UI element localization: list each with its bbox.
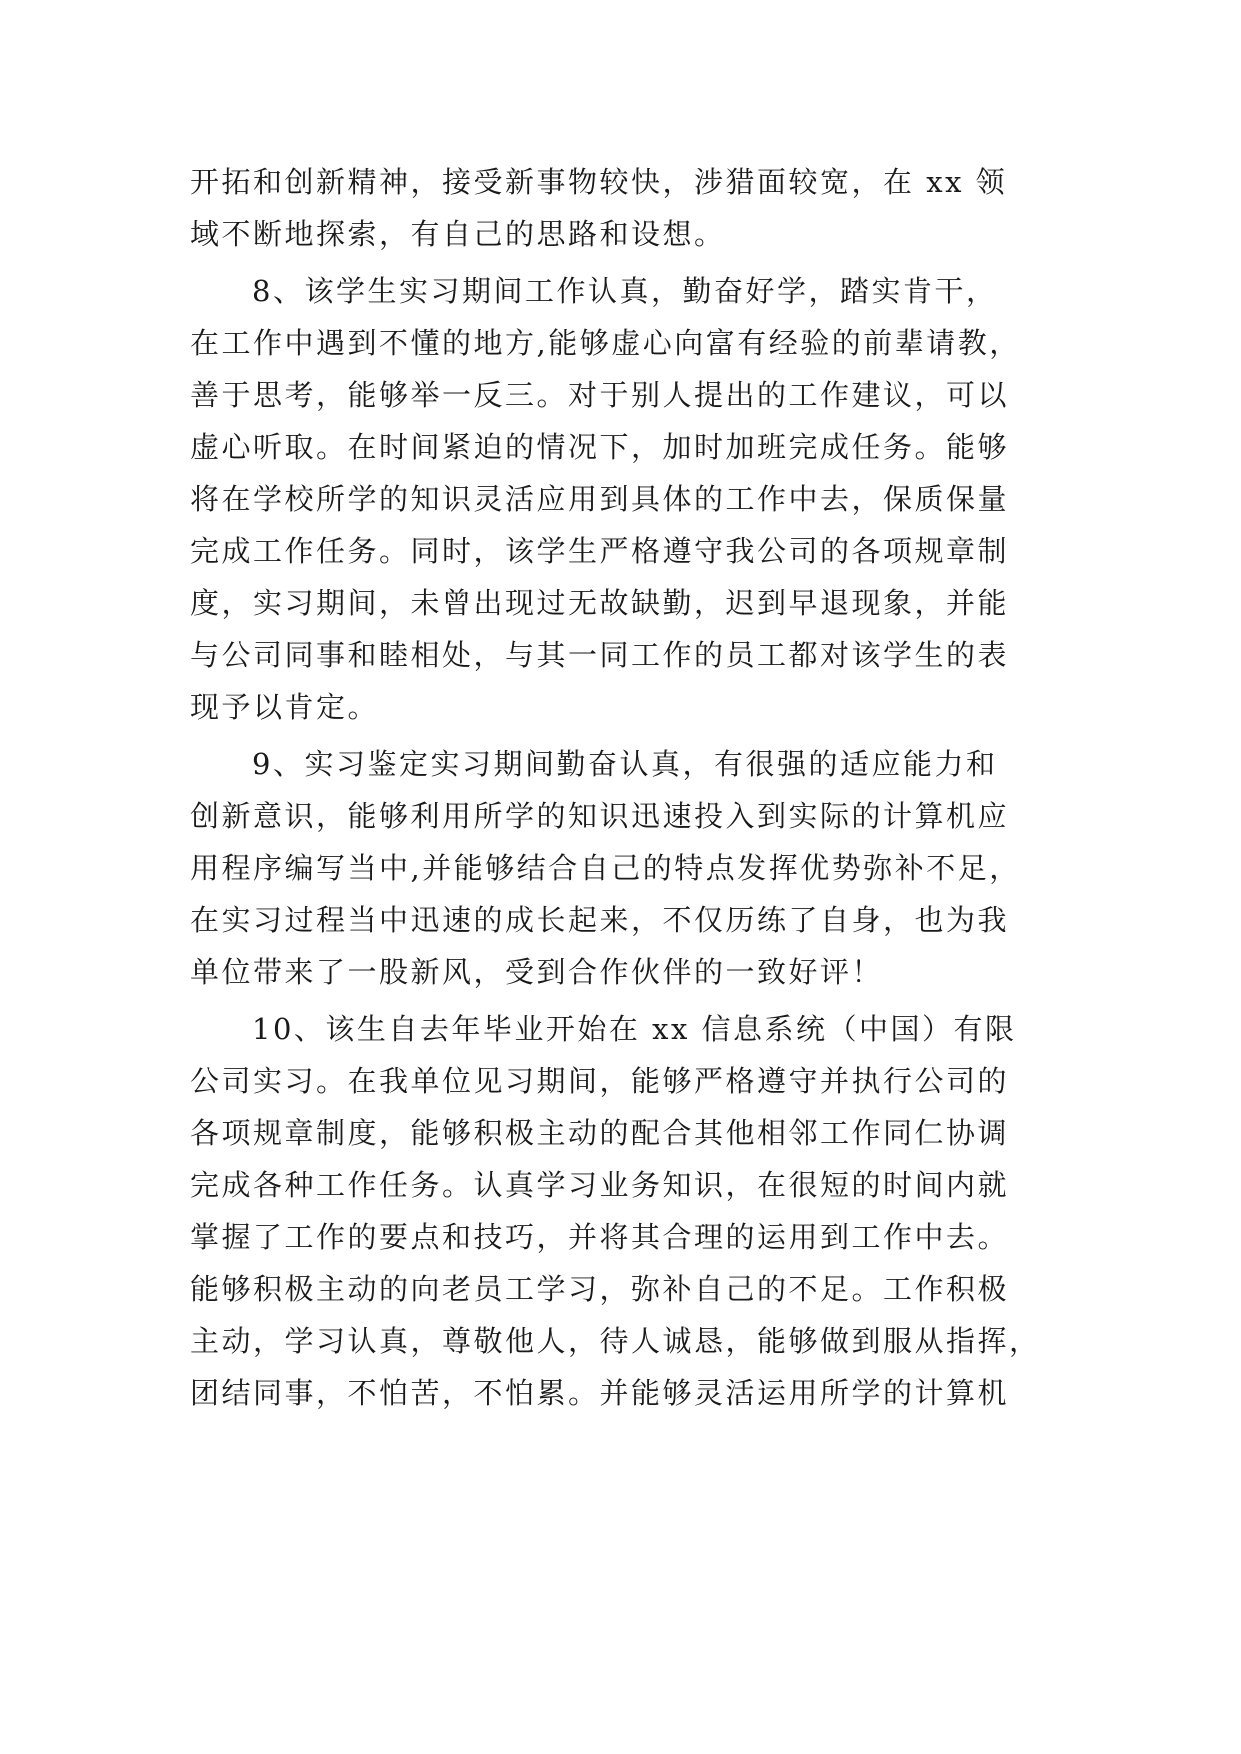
text-line: 完成各种工作任务。认真学习业务知识，在很短的时间内就 — [190, 1168, 1010, 1202]
text-line: 公司实习。在我单位见习期间，能够严格遵守并执行公司的 — [190, 1064, 1010, 1098]
text-line: 10、该生自去年毕业开始在 xx 信息系统（中国）有限 — [252, 1012, 1017, 1046]
text-line: 各项规章制度，能够积极主动的配合其他相邻工作同仁协调 — [190, 1116, 1010, 1150]
text-line: 用程序编写当中,并能够结合自己的特点发挥优势弥补不足， — [190, 851, 1021, 885]
paragraph-10 — [190, 1003, 1050, 1419]
paragraph-9 — [190, 738, 1050, 998]
text-line: 创新意识，能够利用所学的知识迅速投入到实际的计算机应 — [190, 799, 1010, 833]
text-line: 开拓和创新精神，接受新事物较快，涉猎面较宽，在 xx 领 — [190, 165, 1008, 199]
text-line: 团结同事，不怕苦，不怕累。并能够灵活运用所学的计算机 — [190, 1376, 1010, 1410]
text-line: 现予以肯定。 — [190, 690, 380, 724]
text-line: 与公司同事和睦相处，与其一同工作的员工都对该学生的表 — [190, 638, 1010, 672]
text-line: 8、该学生实习期间工作认真，勤奋好学，踏实肯干， — [252, 274, 998, 308]
paragraph-8 — [190, 265, 1050, 733]
text-line: 在工作中遇到不懂的地方,能够虚心向富有经验的前辈请教， — [190, 326, 1021, 360]
text-line: 掌握了工作的要点和技巧，并将其合理的运用到工作中去。 — [190, 1220, 1010, 1254]
paragraph-1 — [190, 156, 1050, 260]
text-line: 能够积极主动的向老员工学习，弥补自己的不足。工作积极 — [190, 1272, 1010, 1306]
text-line: 完成工作任务。同时，该学生严格遵守我公司的各项规章制 — [190, 534, 1010, 568]
text-line: 主动，学习认真，尊敬他人，待人诚恳，能够做到服从指挥， — [190, 1324, 1041, 1358]
text-line: 域不断地探索，有自己的思路和设想。 — [190, 217, 726, 251]
text-line: 度，实习期间，未曾出现过无故缺勤，迟到早退现象，并能 — [190, 586, 1010, 620]
text-line: 在实习过程当中迅速的成长起来，不仅历练了自身，也为我 — [190, 903, 1010, 937]
text-line: 9、实习鉴定实习期间勤奋认真，有很强的适应能力和 — [252, 747, 998, 781]
text-line: 将在学校所学的知识灵活应用到具体的工作中去，保质保量 — [190, 482, 1010, 516]
text-line: 虚心听取。在时间紧迫的情况下，加时加班完成任务。能够 — [190, 430, 1010, 464]
document-body — [190, 156, 1050, 1419]
text-line: 善于思考，能够举一反三。对于别人提出的工作建议，可以 — [190, 378, 1010, 412]
text-line: 单位带来了一股新风，受到合作伙伴的一致好评！ — [190, 955, 884, 989]
